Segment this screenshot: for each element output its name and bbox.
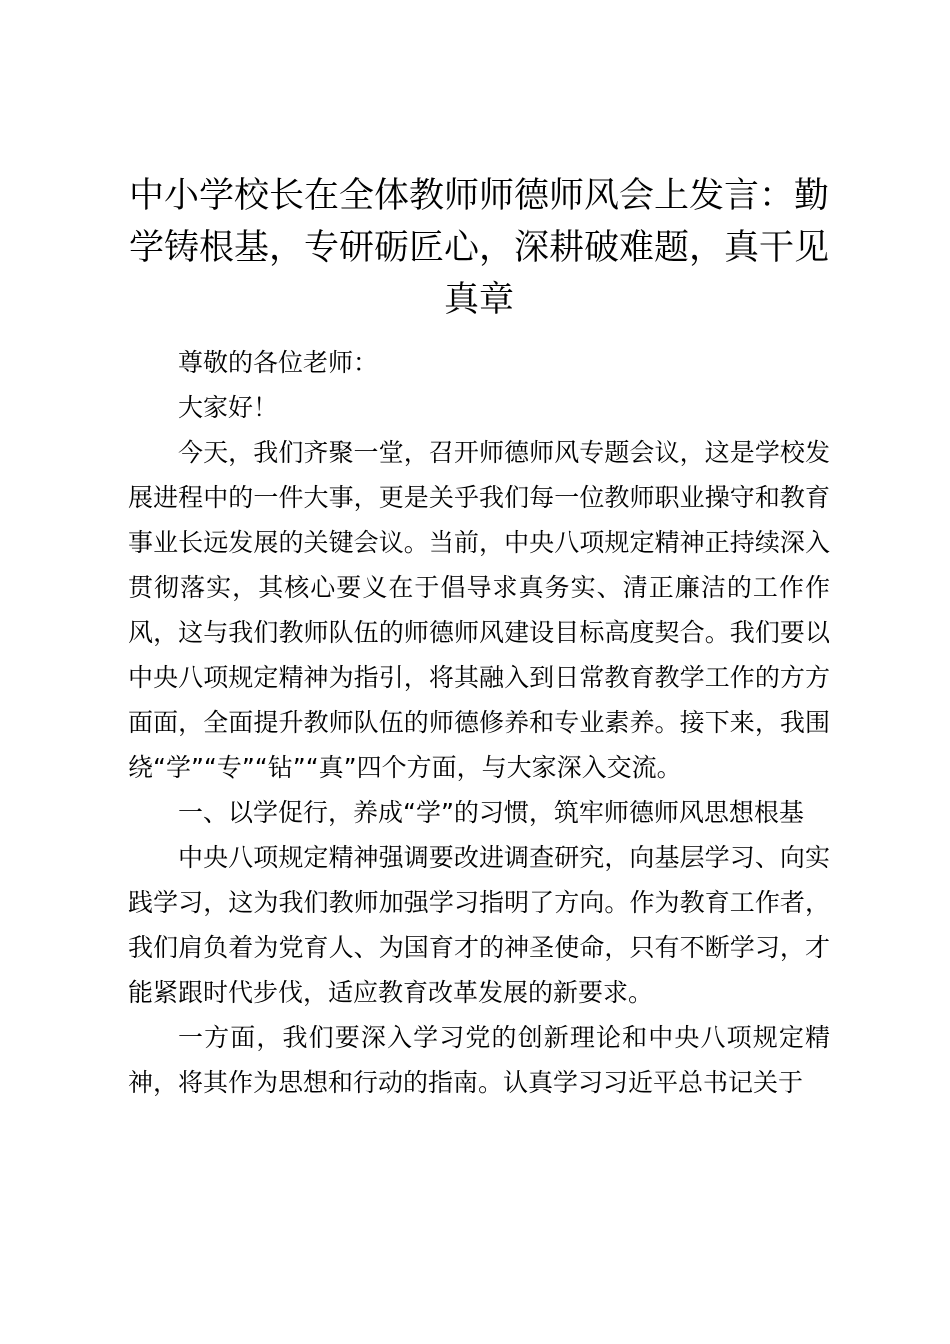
paragraph-section1-point1: 一方面，我们要深入学习党的创新理论和中央八项规定精神，将其作为思想和行动的指南。认真学习习近平总书记关于 [128,1023,830,1097]
paragraph-section1-intro: 中央八项规定精神强调要改进调查研究，向基层学习、向实践学习，这为我们教师加强学习指明了方向。作为教育工作者，我们肩负着为党育人、为国育才的神圣使命，只有不断学习，才能紧跟时代步伐，适应教育改革发展的新要求。 [128,843,830,1007]
paragraph-intro: 今天，我们齐聚一堂，召开师德师风专题会议，这是学校发展进程中的一件大事，更是关乎我们每一位教师职业操守和教育事业长远发展的关键会议。当前，中央八项规定精神正持续深入贯彻落实，其核心要义在于倡导求真务实、清正廉洁的工作作风，这与我们教师队伍的师德师风建设目标高度契合。我们要以中央八项规定精神为指引，将其融入到日常教育教学工作的方方面面，全面提升教师队伍的师德修养和专业素养。接下来，我围绕“学”“专”“钻”“真”四个方面，与大家深入交流。 [128,438,830,782]
salutation: 尊敬的各位老师： [178,348,379,377]
document-body [128,340,830,1105]
section-heading-1: 一、以学促行，养成“学”的习惯，筑牢师德师风思想根基 [178,798,804,827]
document-title: 中小学校长在全体教师师德师风会上发言：勤学铸根基，专研砺匠心，深耕破难题，真干见真章 [128,176,829,320]
greeting: 大家好！ [178,393,279,422]
